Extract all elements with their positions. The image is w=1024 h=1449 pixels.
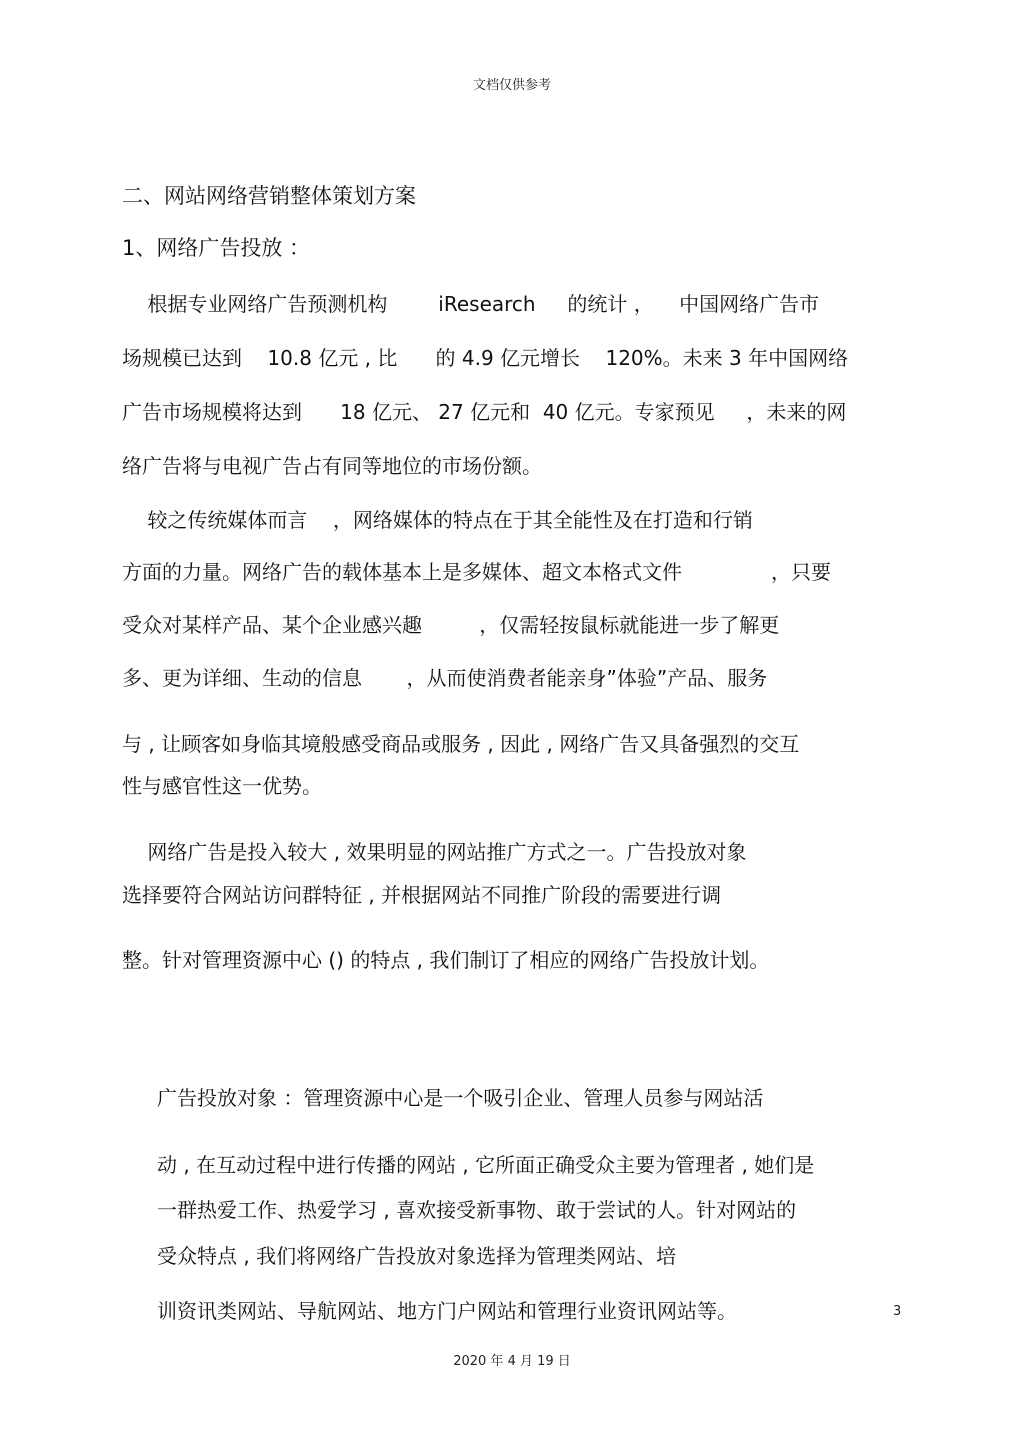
paragraph-line: 络广告将与电视广告占有同等地位的市场份额。	[122, 454, 542, 478]
paragraph-line: 动 , 在互动过程中进行传播的网站 , 它所面正确受众主要为管理者 , 她们是	[157, 1153, 815, 1177]
page-header: 文档仅供参考	[472, 78, 551, 93]
paragraph-line: 与 , 让顾客如身临其境般感受商品或服务 , 因此 , 网络广告又具备强烈的交互	[122, 732, 800, 756]
footer-date: 2020 年 4 月 19 日	[453, 1354, 571, 1369]
paragraph-line: 广告市场规模将达到 18 亿元、 27 亿元和 40 亿元。专家预见 ，未来的网	[122, 400, 847, 424]
paragraph-line: 较之传统媒体而言 ，网络媒体的特点在于其全能性及在打造和行销	[122, 508, 753, 532]
paragraph-line: 一群热爱工作、热爱学习 , 喜欢接受新事物、敢于尝试的人。针对网站的	[157, 1198, 797, 1222]
paragraph-line: 整。针对管理资源中心 () 的特点 , 我们制订了相应的网络广告投放计划。	[122, 948, 770, 972]
section-subtitle: 1、网络广告投放 ：	[122, 236, 311, 260]
section-title: 二、网站网络营销整体策划方案	[122, 184, 416, 208]
paragraph-line: 受众特点 , 我们将网络广告投放对象选择为管理类网站、培	[157, 1244, 677, 1268]
paragraph-line: 选择要符合网站访问群特征 , 并根据网站不同推广阶段的需要进行调	[122, 883, 722, 907]
paragraph-line: 性与感官性这一优势。	[122, 774, 322, 798]
page-number: 3	[893, 1304, 902, 1319]
paragraph-line: 多、更为详细、生动的信息 ，从而使消费者能亲身”体验”产品、服务	[122, 666, 768, 690]
paragraph-line: 受众对某样产品、某个企业感兴趣 ，仅需轻按鼠标就能进一步了解更	[122, 613, 780, 637]
paragraph-line: 方面的力量。网络广告的载体基本上是多媒体、超文本格式文件 ，只要	[122, 560, 832, 584]
paragraph-line: 训资讯类网站、导航网站、地方门户网站和管理行业资讯网站等。	[157, 1299, 737, 1323]
paragraph-line: 广告投放对象 ：管理资源中心是一个吸引企业、管理人员参与网站活	[157, 1086, 764, 1110]
paragraph-line: 网络广告是投入较大 , 效果明显的网站推广方式之一。广告投放对象	[122, 840, 747, 864]
paragraph-line: 场规模已达到 10.8 亿元 , 比 的 4.9 亿元增长 120%。未来 3 年中国网络	[122, 346, 849, 370]
paragraph-line: 根据专业网络广告预测机构 iResearch 的统计 ， 中国网络广告市	[122, 292, 820, 316]
